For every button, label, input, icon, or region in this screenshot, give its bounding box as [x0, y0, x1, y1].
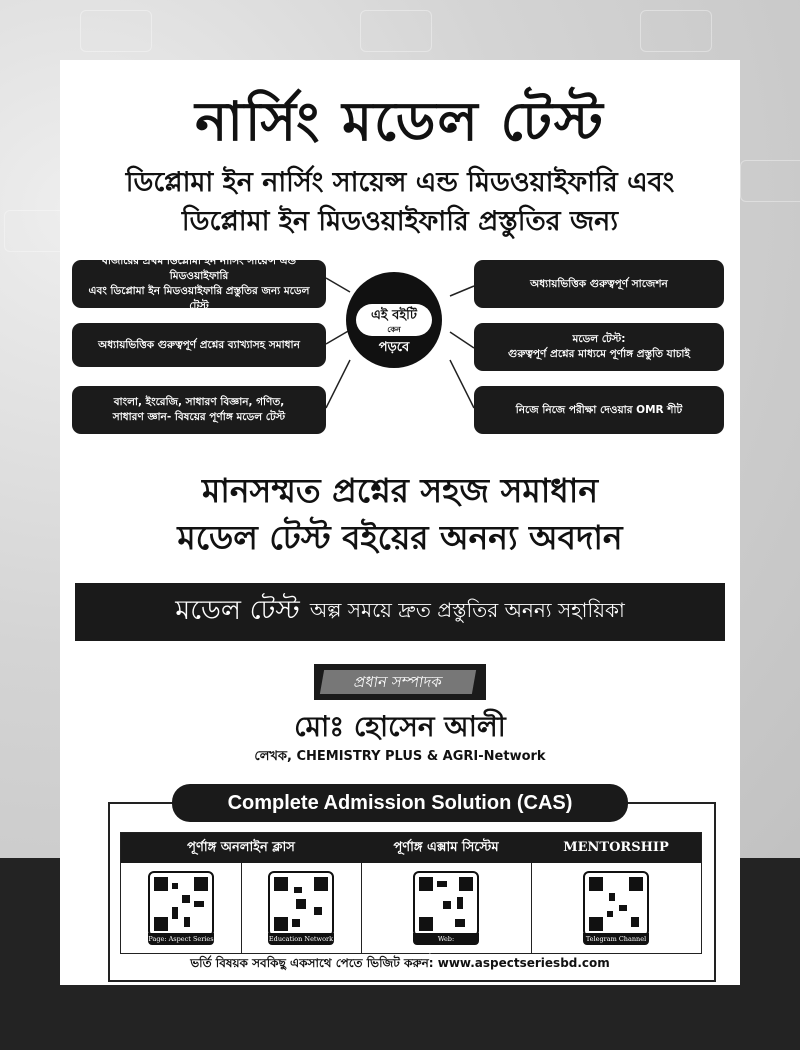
- feature-text: সাধারণ জ্ঞান- বিষয়ের পূর্ণাঙ্গ মডেল টেস্ট: [112, 411, 286, 423]
- qr-caption: Telegram Channel: [583, 933, 649, 945]
- slogan-line-2: মডেল টেস্ট বইয়ের অনন্য অবদান: [177, 518, 623, 557]
- feature-right-2: [474, 323, 724, 371]
- poster-title: নার্সিং মডেল টেস্ট: [195, 90, 605, 153]
- feature-right-3: [474, 386, 724, 434]
- subtitle-line-2: ডিপ্লোমা ইন মিডওয়াইফারি প্রস্তুতির জন্য: [181, 206, 619, 237]
- slogan-line-1: মানসম্মত প্রশ্নের সহজ সমাধান: [201, 471, 599, 510]
- qr-cell: [361, 863, 532, 953]
- header-online-class: পূর্ণাঙ্গ অনলাইন ক্লাস: [121, 833, 362, 863]
- editor-role: লেখক, CHEMISTRY PLUS & AGRI-Network: [254, 749, 546, 764]
- hex-decoration: [360, 10, 432, 52]
- qr-pattern: [589, 877, 643, 931]
- feature-left-1: [72, 255, 326, 312]
- cas-title: Complete Admission Solution (CAS): [172, 784, 628, 822]
- qr-pattern: [154, 877, 208, 931]
- hex-decoration: [80, 10, 152, 52]
- qr-caption: Web: Aspectseriesbd: [413, 933, 479, 945]
- feature-text: গুরুত্বপূর্ণ প্রশ্নের মাধ্যমে পূর্ণাঙ্গ প্রস্তুতি যাচাই: [508, 348, 690, 360]
- editor-label: প্রধান সম্পাদক: [320, 670, 476, 694]
- feature-text: অধ্যায়ভিত্তিক গুরুত্বপূর্ণ প্রশ্নের ব্যাখ্যাসহ সমাধান: [98, 338, 300, 351]
- center-circle: [346, 272, 442, 368]
- qr-caption: Education Network: [268, 935, 334, 943]
- feature-text: এবং ডিপ্লোমা ইন মিডওয়াইফারি প্রস্তুতির জন্য মডেল টেস্ট: [88, 285, 310, 312]
- feature-left-2: [72, 323, 326, 367]
- feature-right-1: [474, 260, 724, 308]
- center-line-1: এই বইটি: [371, 308, 417, 323]
- model-test-banner: [75, 583, 725, 641]
- feature-text: নিজে নিজে পরীক্ষা দেওয়ার OMR শীট: [515, 403, 683, 416]
- header-mentorship: MENTORSHIP: [531, 833, 701, 863]
- center-line-2: কেন: [387, 325, 401, 334]
- qr-caption: Page: Aspect Series: [148, 935, 214, 943]
- qr-code-icon[interactable]: [583, 871, 649, 937]
- qr-table: [120, 832, 702, 954]
- connector-lines: [60, 60, 740, 440]
- qr-code-icon[interactable]: [413, 871, 479, 937]
- editor-label-tab: [314, 664, 486, 700]
- subtitle-line-1: ডিপ্লোমা ইন নার্সিং সায়েন্স এন্ড মিডওয়াইফারি এবং: [125, 167, 675, 198]
- feature-text: মডেল টেস্ট:: [572, 333, 626, 345]
- hex-decoration: [740, 160, 800, 202]
- feature-text: বাজারের প্রথম ডিপ্লোমা ইন নার্সিং সায়েন্স এন্ড মিডওয়াইফারি: [101, 255, 297, 282]
- qr-code-icon[interactable]: [268, 871, 334, 937]
- feature-left-3: [72, 386, 326, 434]
- editor-name: মোঃ হোসেন আলী: [294, 710, 506, 743]
- footer-visit-text: ভর্তি বিষয়ক সবকিছু একসাথে পেতে ভিজিট করুন: www.aspectseriesbd.com: [190, 956, 610, 970]
- banner-main-text: মডেল টেস্ট: [175, 594, 300, 626]
- qr-cell: [531, 863, 701, 953]
- qr-cell: [121, 863, 242, 953]
- center-line-3: পড়বে: [378, 340, 410, 355]
- banner-rest-text: অল্প সময়ে দ্রুত প্রস্তুতির অনন্য সহায়িকা: [309, 597, 625, 622]
- hex-decoration: [640, 10, 712, 52]
- qr-pattern: [274, 877, 328, 931]
- qr-code-icon[interactable]: [148, 871, 214, 937]
- qr-cell: [241, 863, 362, 953]
- feature-text: বাংলা, ইংরেজি, সাধারণ বিজ্ঞান, গণিত,: [113, 396, 285, 408]
- qr-pattern: [419, 877, 473, 931]
- feature-text: অধ্যায়ভিত্তিক গুরুত্বপূর্ণ সাজেশন: [530, 277, 668, 290]
- header-exam-system: পূর্ণাঙ্গ এক্সাম সিস্টেম: [361, 833, 532, 863]
- poster-sheet: [60, 60, 740, 985]
